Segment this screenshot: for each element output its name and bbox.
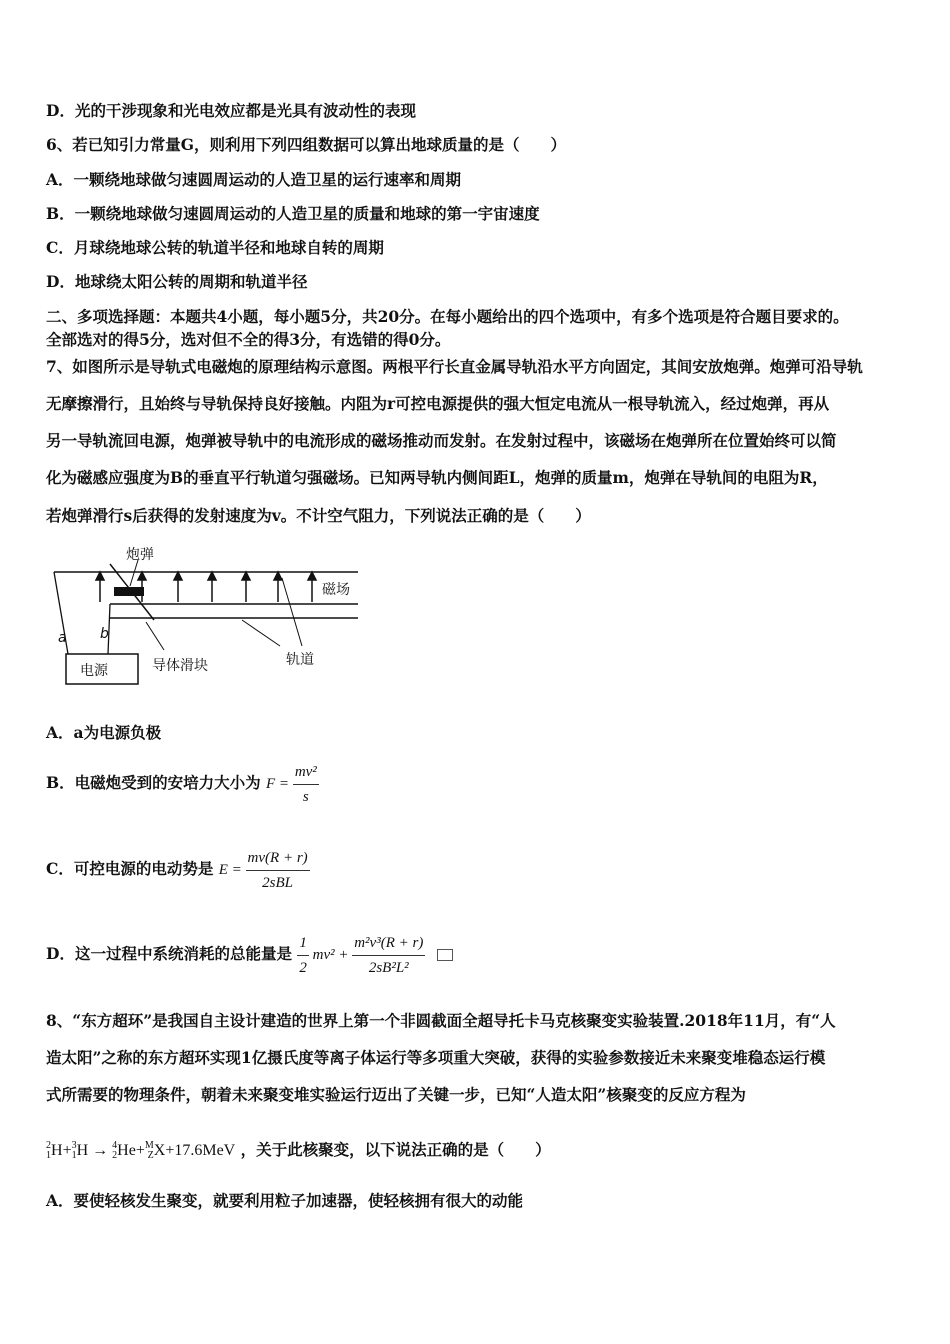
label-a: a [58, 630, 67, 646]
q7-stem-2: 无摩擦滑行，且始终与导轨保持良好接触。内阻为r可控电源提供的强大恒定电流从一根导轨流入，经过炮弹，再从 [46, 394, 830, 413]
q7-option-b: B．电磁炮受到的安培力大小为 F = $\frac{\text{mv²}}{s}$ [46, 758, 910, 808]
q6-stem: 6、若已知引力常量G，则利用下列四组数据可以算出地球质量的是（ ） [46, 135, 567, 154]
q7-stem-1: 7、如图所示是导轨式电磁炮的原理结构示意图。两根平行长直金属导轨沿水平方向固定，其间安放炮弹。炮弹可沿导轨 [46, 357, 863, 376]
note-icon [437, 949, 453, 961]
q6-option-b: B．一颗绕地球做匀速圆周运动的人造卫星的质量和地球的第一宇宙速度 [46, 204, 540, 223]
q7-option-c: C．可控电源的电动势是 E = $\frac{mv(R + r)}{\text{2sBL}}$ [46, 842, 910, 896]
formula-d: $\frac{1}{2}$ mv² + $\frac{\text{m²v³(R + r)}}{\text{2sB²L²}}$ [299, 935, 424, 977]
q8-stem-1: 8、“东方超环”是我国自主设计建造的世界上第一个非圆截面全超导托卡马克核聚变实验装置.2018年11月，有“人 [46, 1011, 836, 1030]
formula-b: F = $\frac{\text{mv²}}{s}$ [266, 764, 317, 806]
q7-stem-4: 化为磁感应强度为B的垂直平行轨道匀强磁场。已知两导轨内侧间距L，炮弹的质量m，炮弹在导轨间的电阻为R， [46, 468, 828, 487]
q6-option-d: D．地球绕太阳公转的周期和轨道半径 [46, 272, 308, 291]
q8-stem-3: 式所需要的物理条件，朝着未来聚变堆实验运行迈出了关键一步，已知“人造太阳”核聚变的反应方程为 [46, 1085, 746, 1104]
railgun-diagram [46, 542, 366, 692]
label-shell: 炮弹 [126, 547, 154, 563]
q8-option-a: A．要使轻核发生聚变，就要利用粒子加速器，使轻核拥有很大的动能 [46, 1191, 524, 1210]
label-track: 轨道 [286, 652, 314, 668]
label-field: 磁场 [322, 582, 350, 598]
label-slider: 导体滑块 [152, 658, 208, 674]
q7-option-a: A．a为电源负极 [46, 723, 162, 742]
q5-option-d: D．光的干涉现象和光电效应都是光具有波动性的表现 [46, 101, 416, 120]
q8-stem-2: 造太阳”之称的东方超环实现1亿摄氏度等离子体运行等多项重大突破，获得的实验参数接近未来聚变堆稳态运行模 [46, 1048, 826, 1067]
projectile [114, 587, 144, 596]
label-b: b [100, 626, 109, 642]
q7-stem-3: 另一导轨流回电源，炮弹被导轨中的电流形成的磁场推动而发射。在发射过程中，该磁场在炮弹所在位置始终可以简 [46, 431, 837, 450]
q8-stem-4: 2 1 H+ 3 1 H → 4 2 He+ M Z X+17.6MeV ，关于此核聚变，以下说法正确的是（ ） [46, 1134, 910, 1166]
q6-option-a: A．一颗绕地球做匀速圆周运动的人造卫星的运行速率和周期 [46, 170, 462, 189]
reaction-equation: 2 1 H+ 3 1 H → 4 2 He+ M Z X+17.6MeV [46, 1140, 236, 1162]
section2-heading: 二、多项选择题：本题共4小题，每小题5分，共20分。在每小题给出的四个选项中，有多个选项是符合题目要求的。 [46, 307, 849, 326]
section2-scoring: 全部选对的得5分，选对但不全的得3分，有选错的得0分。 [46, 330, 451, 349]
q7-option-d: D．这一过程中系统消耗的总能量是 $\frac{1}{2}$ mv² + $\frac{\text{m²v³(R + r)}}{\text{2sB²L²}}$ [46, 926, 910, 982]
q7-stem-5: 若炮弹滑行s后获得的发射速度为v。不计空气阻力，下列说法正确的是（ ） [46, 506, 591, 525]
label-source: 电源 [80, 663, 108, 679]
q6-option-c: C．月球绕地球公转的轨道半径和地球自转的周期 [46, 238, 384, 257]
formula-c: E = $\frac{mv(R + r)}{\text{2sBL}}$ [218, 850, 308, 892]
